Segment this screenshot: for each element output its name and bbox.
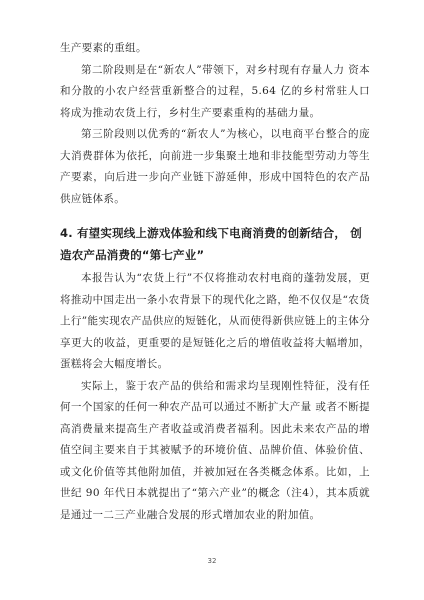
section-heading: 4. 有望实现线上游戏体验和线下电商消费的创新结合， 创造农产品消费的“第七产业” [60,226,362,262]
paragraph-value-added: 实际上，鉴于农产品的供给和需求均呈现刚性特征，没有任何一个国家的任何一种农产品可以通过不断扩大产量 或者不断提高消费量来提高生产者收益或消费者福利。因此未来农产品的增值空间主要来自于其被赋予的环境价值、品牌价值、体验价值、或文化价值等其他附加值，并被加冠在各类概念体系。比如，上世纪 90 年代日本就提出了“第六产业”的概念（注4），其本质就是通过一二三产业融合发展的形式增加农业的附加值。 [60,379,370,521]
paragraph-stage-three: 第三阶段则以优秀的“新农人”为核心，以电商平台整合的庞大消费群体为依托，向前进一步集聚土地和非技能型劳动力等生产要素，向后进一步向产业链下游延伸，形成中国特色的农产品供应链体系。 [60,128,370,205]
paragraph-stage-two: 第二阶段则是在“新农人”带领下，对乡村现有存量人力 资本和分散的小农户经营重新整合的过程，5.64 亿的乡村常驻人口将成为推动农货上行，乡村生产要素重构的基础力量。 [60,63,370,119]
paragraph-report-view: 本报告认为“农货上行”不仅将推动农村电商的蓬勃发展，更将推动中国走出一条小农背景下的现代化之路，绝不仅仅是“农货上行”能实现农产品供应的短链化，从而使得新供应链上的主体分享更大的收益，更重要的是短链化之后的增值收益将大幅增加，蛋糕将会大幅度增长。 [60,272,370,370]
paragraph-continuation: 生产要素的重组。 [60,42,147,54]
page-body [60,38,370,526]
page-number: 32 [207,557,217,565]
